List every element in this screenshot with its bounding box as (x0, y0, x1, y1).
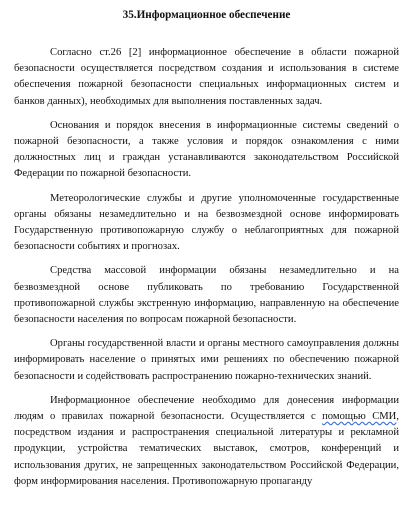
page-title: 35.Информационное обеспечение (122, 9, 291, 21)
paragraph-4: Средства массовой информации обязаны незамедлительно и на безвозмездной основе публиковать по требованию Государственной противопожарной службы экстренную информацию, направленную на обеспечение безопасности населения по вопросам пожарной безопасности. (14, 265, 399, 326)
paragraph-5: Органы государственной власти и органы местного самоуправления должны информировать население о принятых ими решениях по обеспечению пожарной безопасности и содействовать распространению пожарно-технических знаний. (14, 338, 399, 382)
paragraph-1: Согласно ст.26 [2] информационное обеспечение в области пожарной безопасности осуществляется посредством создания и использования в системе обеспечения пожарной безопасности специальных информационных систем и банков данных), необходимых для выполнения поставленных задач. (14, 47, 399, 107)
paragraph-3: Метеорологические службы и другие уполномоченные государственные органы обязаны незамедлительно и на безвозмездной основе информировать Государственную противопожарную службу о неблагоприятных для пожарной безопасности событиях и прогнозах. (14, 192, 399, 253)
paragraph-6 (14, 393, 399, 490)
paragraph-2: Основания и порядок внесения в информационные системы сведений о пожарной безопасности, а также условия и порядок ознакомления с ними должностных лиц и граждан устанавливаются законодательством Российской Федерации по пожарной безопасности. (14, 119, 399, 180)
paragraph-6-before: Информационное обеспечение необходимо для донесения информации людям о правилах пожарной безопасности. Осуществляется с (14, 394, 399, 423)
paragraph-6-after: , посредством издания и распространения специальной литературы и рекламной продукции, устройства тематических выставок, смотров, конференций и использования других, не запрещенных законодательством Российской Федерации, форм информирования населения. Противопожарную пропаганду (14, 411, 399, 487)
spellcheck-underlined-text: помощью СМИ (322, 411, 397, 423)
